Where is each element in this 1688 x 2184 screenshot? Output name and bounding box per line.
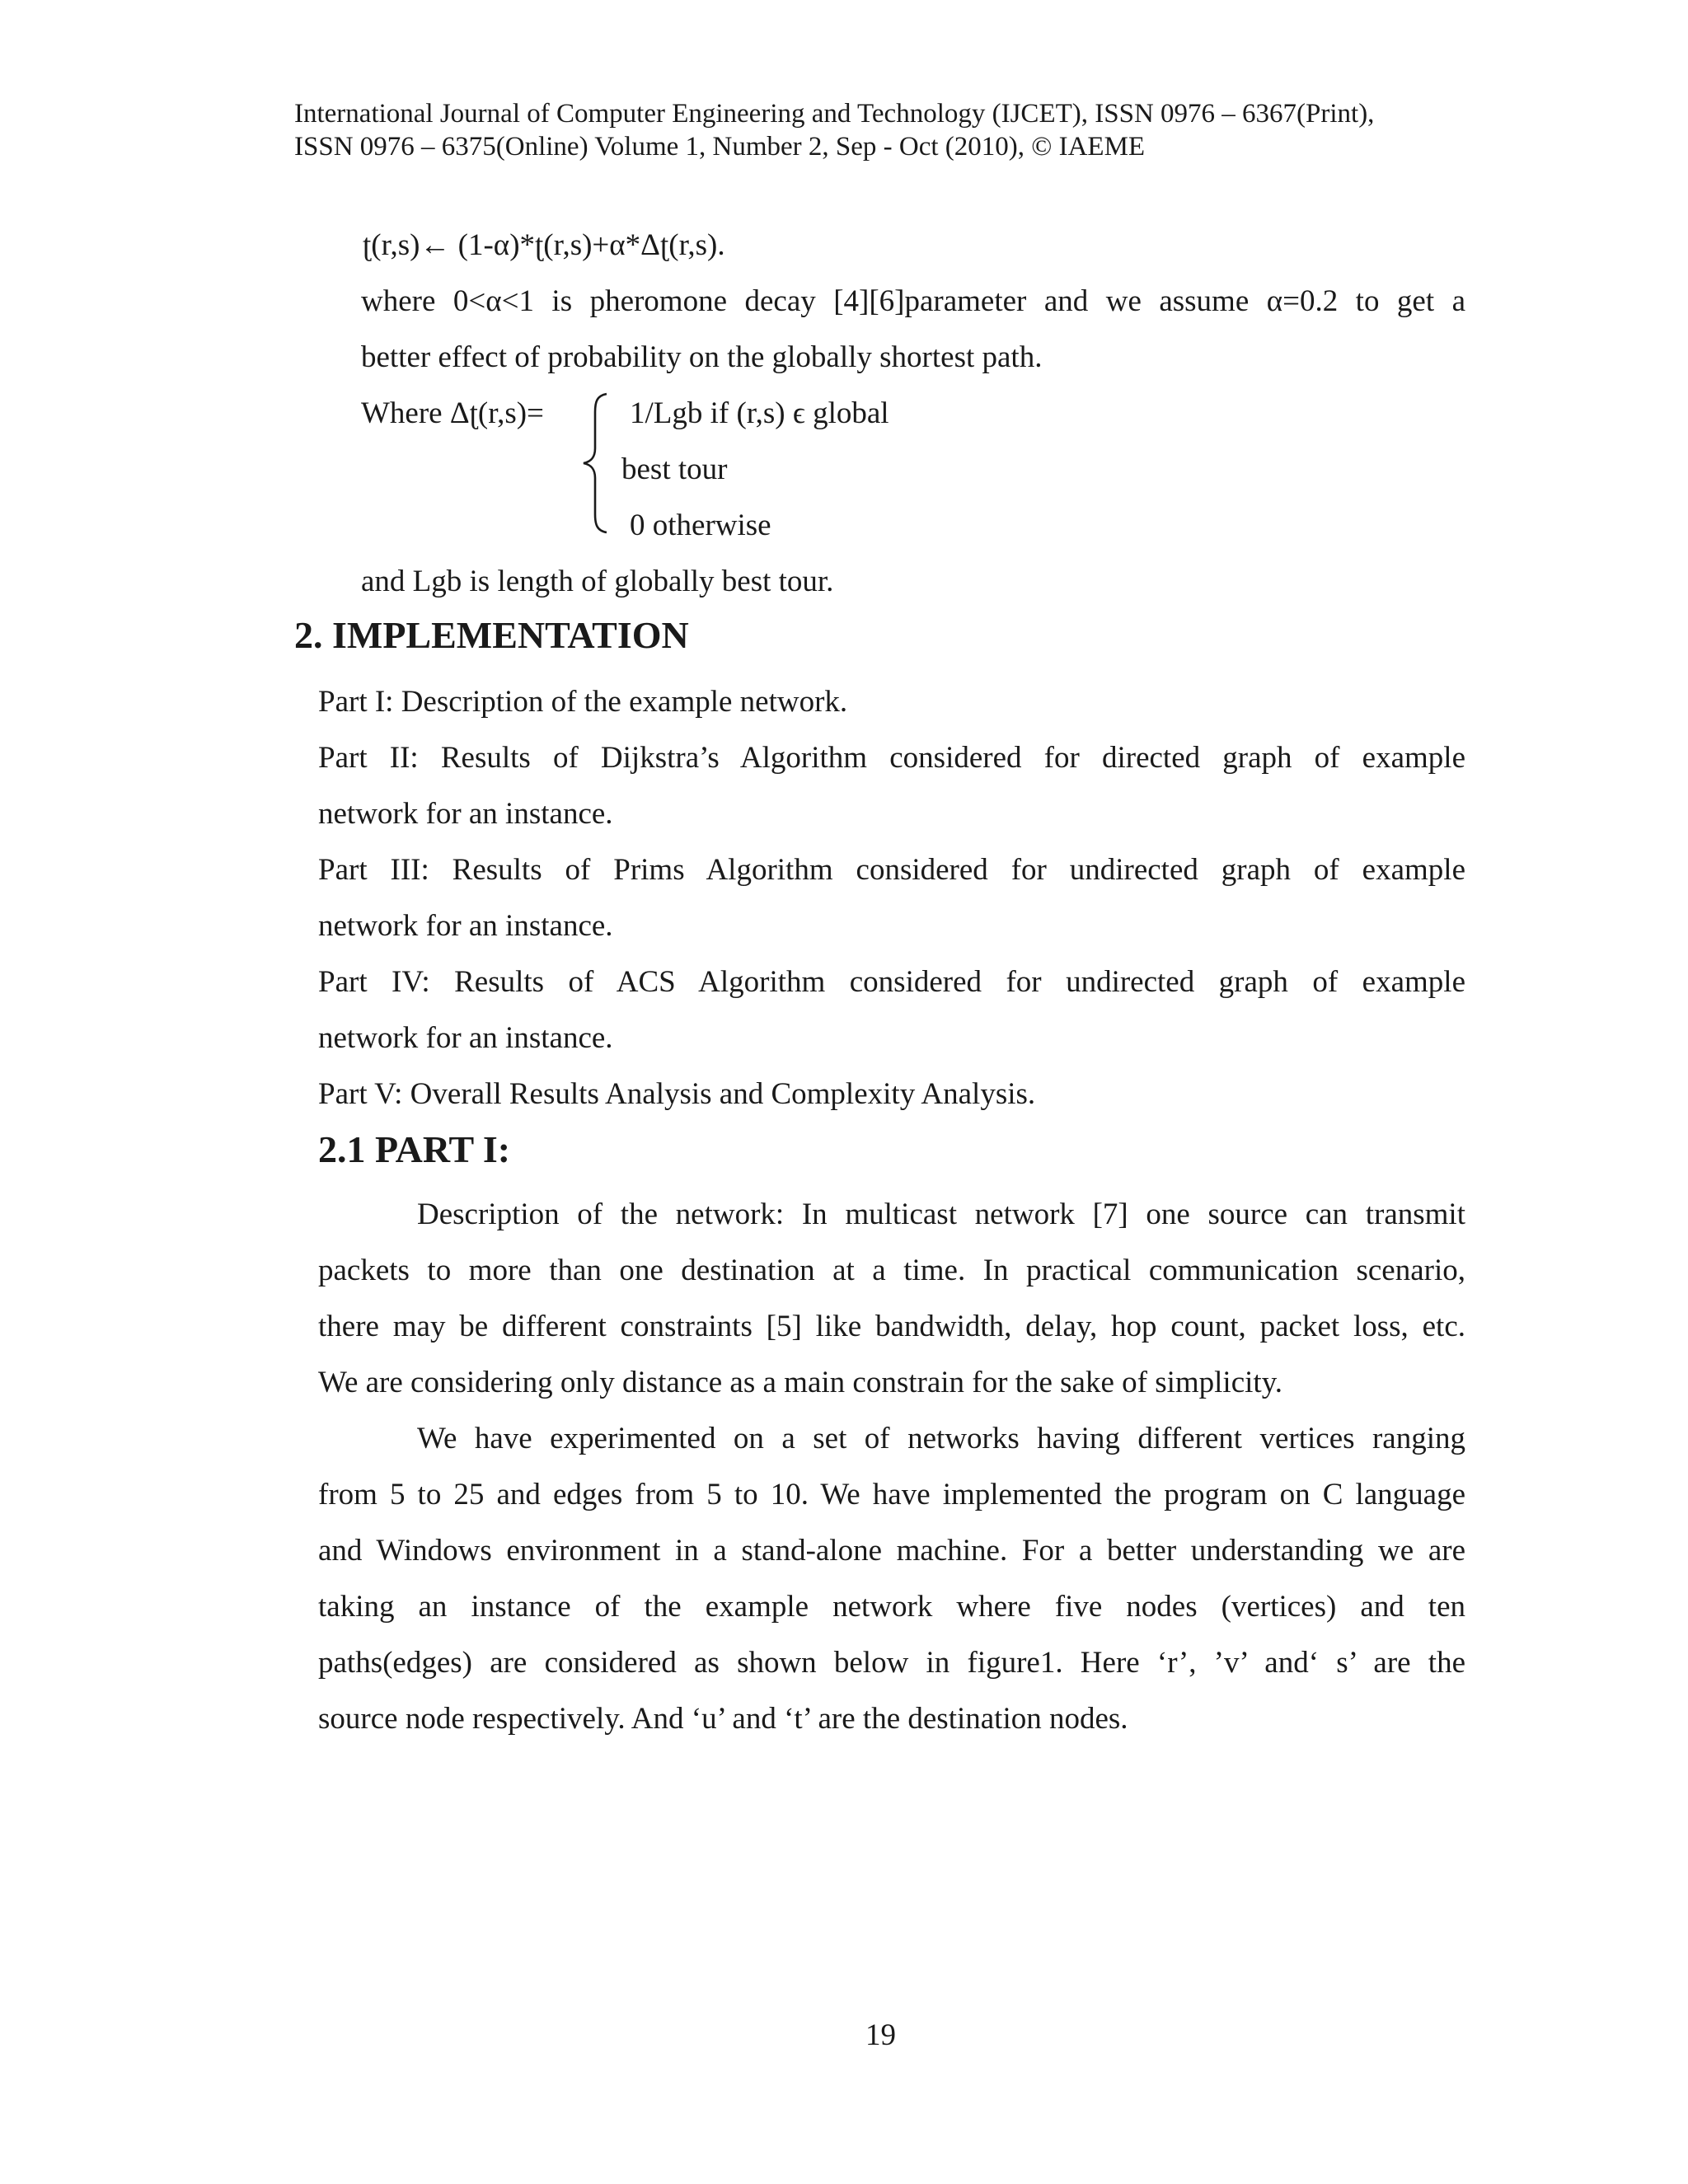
part-2-line-2: network for an instance. xyxy=(318,797,613,831)
delta-definition-label: Where Δʈ(r,s)= xyxy=(361,396,544,430)
part-1-description: Part I: Description of the example network. xyxy=(318,685,848,719)
paragraph-2-line-5: paths(edges) are considered as shown below in figure1. Here ‘r’, ’v’ and‘ s’ are the xyxy=(318,1646,1465,1680)
part-3-line-1: Part III: Results of Prims Algorithm considered for undirected graph of example xyxy=(318,853,1465,887)
part-5-description: Part V: Overall Results Analysis and Complexity Analysis. xyxy=(318,1077,1036,1111)
part-4-line-2: network for an instance. xyxy=(318,1021,613,1055)
paragraph-2-line-1: We have experimented on a set of networks having different vertices ranging xyxy=(417,1422,1465,1455)
section-heading-part-1: 2.1 PART I: xyxy=(318,1128,511,1170)
formula-explanation-line-2: better effect of probability on the globally shortest path. xyxy=(361,340,1043,374)
page-number: 19 xyxy=(865,2018,896,2052)
formula-explanation-line-1: where 0<α<1 is pheromone decay [4][6]parameter and we assume α=0.2 to get a xyxy=(361,284,1465,318)
paragraph-1-line-1: Description of the network: In multicast network [7] one source can transmit xyxy=(417,1197,1465,1231)
paragraph-1-line-3: there may be different constraints [5] like bandwidth, delay, hop count, packet loss, etc. xyxy=(318,1310,1465,1343)
paragraph-1-line-4: We are considering only distance as a main constrain for the sake of simplicity. xyxy=(318,1366,1283,1399)
part-3-line-2: network for an instance. xyxy=(318,909,613,943)
section-heading-implementation: 2. IMPLEMENTATION xyxy=(294,614,689,656)
paragraph-2-line-6: source node respectively. And ‘u’ and ‘t’ are the destination nodes. xyxy=(318,1702,1128,1736)
journal-header-line-2: ISSN 0976 – 6375(Online) Volume 1, Number 2, Sep - Oct (2010), © IAEME xyxy=(294,132,1146,162)
delta-case-1-line-2: best tour xyxy=(621,452,728,486)
paragraph-2-line-3: and Windows environment in a stand-alone machine. For a better understanding we are xyxy=(318,1534,1465,1568)
pheromone-update-formula: ʈ(r,s)← (1-α)*ʈ(r,s)+α*Δʈ(r,s). xyxy=(363,228,725,262)
paragraph-2-line-2: from 5 to 25 and edges from 5 to 10. We have implemented the program on C language xyxy=(318,1478,1465,1511)
part-4-line-1: Part IV: Results of ACS Algorithm considered for undirected graph of example xyxy=(318,965,1465,999)
paragraph-2-line-4: taking an instance of the example network where five nodes (vertices) and ten xyxy=(318,1590,1465,1624)
paragraph-1-line-2: packets to more than one destination at a time. In practical communication scenario, xyxy=(318,1254,1465,1287)
journal-header-line-1: International Journal of Computer Engineering and Technology (IJCET), ISSN 0976 – 6367(Print), xyxy=(294,99,1375,129)
part-2-line-1: Part II: Results of Dijkstra’s Algorithm considered for directed graph of example xyxy=(318,741,1465,775)
delta-case-1-line-1: 1/Lgb if (r,s) ϵ global xyxy=(630,396,889,430)
delta-case-2: 0 otherwise xyxy=(630,509,771,542)
left-brace-icon xyxy=(579,391,612,536)
lgb-definition: and Lgb is length of globally best tour. xyxy=(361,565,834,598)
